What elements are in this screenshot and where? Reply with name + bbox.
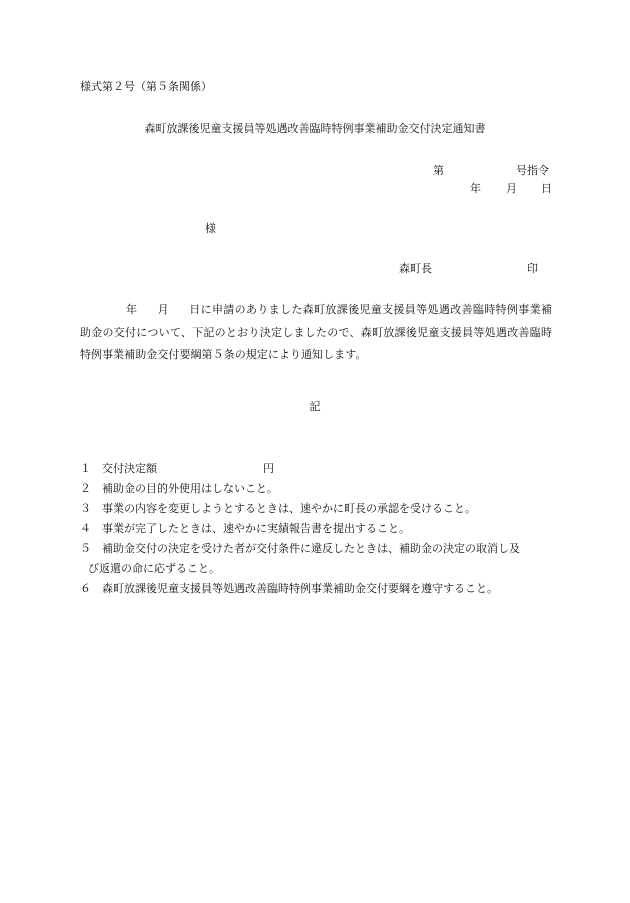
sender-name: 森町長 <box>399 262 432 275</box>
conditions-list <box>80 459 552 599</box>
item-text: 補助金交付の決定を受けた者が交付条件に違反したときは、補助金の決定の取消し及 <box>102 542 520 555</box>
item-number: ５ <box>80 542 91 555</box>
amount-unit: 円 <box>263 462 274 475</box>
item-text: 事業の内容を変更しようとするときは、速やかに町長の承認を受けること。 <box>102 502 476 515</box>
document-title: 森町放課後児童支援員等処遇改善臨時特例事業補助金交付決定通知書 <box>144 122 486 135</box>
body-month: 月 <box>157 303 169 316</box>
body-year: 年 <box>126 303 138 316</box>
item-number: ３ <box>80 502 91 515</box>
list-item <box>80 459 552 479</box>
item-text: 事業が完了したときは、速やかに実績報告書を提出すること。 <box>102 522 410 535</box>
item-number: ６ <box>80 582 91 595</box>
item-number: ４ <box>80 522 91 535</box>
ki-heading: 記 <box>309 400 321 413</box>
list-item <box>80 539 552 579</box>
date-year: 年 <box>470 182 481 195</box>
seal-mark: 印 <box>527 262 538 275</box>
item-text: 補助金の目的外使用はしないこと。 <box>102 482 278 495</box>
item-text: 交付決定額 <box>102 462 157 475</box>
item-number: ２ <box>80 482 91 495</box>
reference-suffix: 号指令 <box>516 164 549 177</box>
date-month: 月 <box>506 182 517 195</box>
item-number: １ <box>80 462 91 475</box>
body-text: 日に申請のありました森町放課後児童支援員等処遇改善臨時特例事業補助金の交付について、下記のとおり決定しましたので、森町放課後児童支援員等処遇改善臨時特例事業補助金交付要綱第５条の規定により通知します。 <box>80 303 552 361</box>
reference-prefix: 第 <box>433 164 444 177</box>
addressee: 様 <box>205 222 216 235</box>
date-day: 日 <box>541 182 552 195</box>
body-paragraph <box>80 299 552 367</box>
list-item <box>80 499 552 519</box>
list-item <box>80 519 552 539</box>
form-label: 様式第２号（第５条関係） <box>80 80 212 93</box>
item-text: 森町放課後児童支援員等処遇改善臨時特例事業補助金交付要綱を遵守すること。 <box>102 582 498 595</box>
list-item <box>80 579 552 599</box>
item-text-continued: び返還の命に応ずること。 <box>88 562 220 575</box>
list-item <box>80 479 552 499</box>
